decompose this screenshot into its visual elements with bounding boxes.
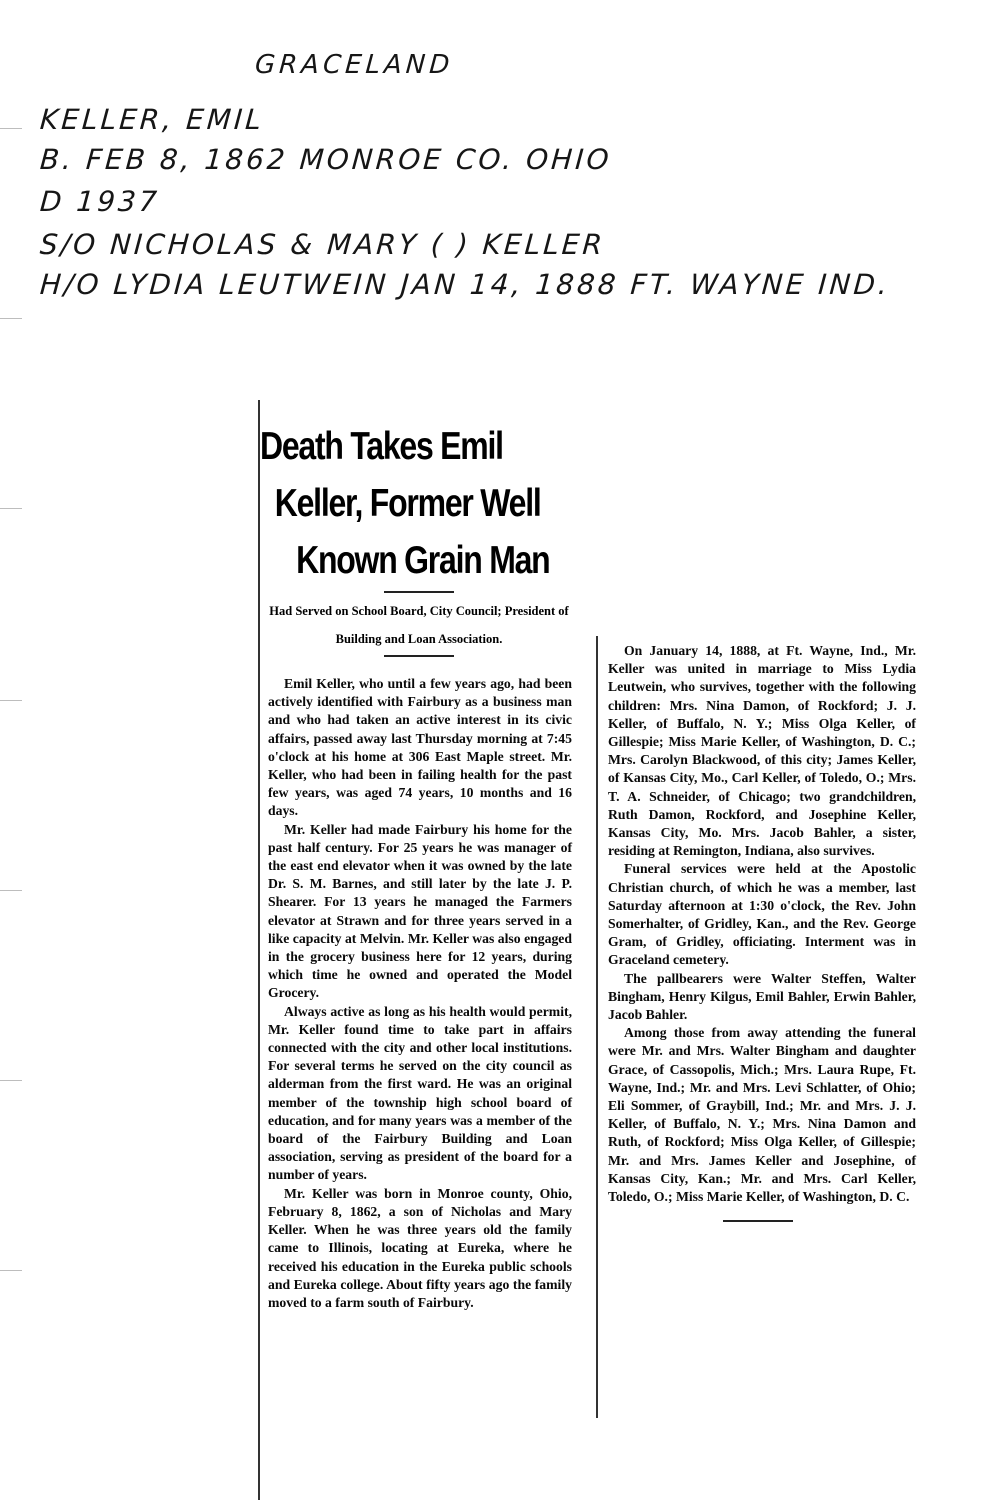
article-body-right (608, 642, 916, 1206)
subhead-divider (384, 655, 454, 657)
handwritten-parents: S/O NICHOLAS & MARY ( ) KELLER (38, 228, 607, 261)
headline-line: Death Takes Emil (260, 425, 503, 468)
fold-mark (0, 700, 22, 701)
headline-divider (384, 591, 454, 593)
article-paragraph: Always active as long as his health would permit, Mr. Keller found time to take part in affairs connected with the city and other local institutions. For several terms he served on the city council as alderman from the first ward. He was an original member of the township high school board of education, and for many years was a member of the board of the Fairbury Building and Loan association, serving as president of the board for a number of years. (268, 1003, 572, 1183)
fold-mark (0, 890, 22, 891)
subhead: Had Served on School Board, City Council; President of Building and Loan Association. (269, 604, 569, 646)
fold-mark (0, 1270, 22, 1271)
article-paragraph: The pallbearers were Walter Steffen, Walter Bingham, Henry Kilgus, Emil Bahler, Erwin Bahler, Jacob Bahler. (608, 970, 916, 1023)
handwritten-cemetery: GRACELAND (253, 50, 455, 80)
article-body-left (268, 675, 572, 1312)
headline-line: Keller, Former Well (274, 482, 541, 525)
headline (260, 418, 572, 589)
article-paragraph: Mr. Keller was born in Monroe county, Ohio, February 8, 1862, a son of Nicholas and Mary Keller. When he was three years old the family came to Illinois, locating at Eureka, where he received his education in the Eureka public schools and Eureka college. About fifty years ago the family moved to a farm south of Fairbury. (268, 1185, 572, 1310)
clipping-right-column (596, 636, 918, 1418)
handwritten-name: KELLER, EMIL (38, 103, 266, 136)
handwritten-death: D 1937 (38, 185, 161, 218)
article-paragraph: Among those from away attending the funeral were Mr. and Mrs. Walter Bingham and daughter Grace, of Cassopolis, Mich.; Mrs. Laura Rupe, Ft. Wayne, Ind.; Mr. and Mrs. Levi Schlatter, of Ohio; Eli Sommer, of Graybill, Ind.; Mr. and Mrs. J. J. Keller, of Buffalo, N. Y.; Mrs. Nina Damon and Ruth, of Rockford; Miss Olga Keller, of Gillespie; Mr. and Mrs. James Keller and Josephine, of Kansas City, Kan.; Mr. and Mrs. Carl Keller, Toledo, O.; Miss Marie Keller, of Washington, D. C. (608, 1025, 916, 1205)
headline-line: Known Grain Man (296, 539, 550, 582)
article-paragraph: On January 14, 1888, at Ft. Wayne, Ind., Mr. Keller was united in marriage to Miss Lydia Leutwein, who survives, together with the following children: Mrs. Nina Damon, of Rockford; J. J. Keller, of Buffalo, N. Y.; Miss Olga Keller, of Gillespie; Miss Marie Keller, of Washington, D. C.; Mrs. Carolyn Blackwood, of this city; James Keller, of Kansas City, Mo., Carl Keller, of Toledo, O.; Mrs. T. A. Schneider, of Chicago; two grandchildren, Ruth Damon, Rockford, and Josephine Keller, Kansas City, Mo. Mrs. Jacob Bahler, a sister, residing at Remington, Indiana, also survives. (608, 643, 916, 859)
handwritten-birth: B. FEB 8, 1862 MONROE CO. OHIO (38, 143, 613, 176)
article-paragraph: Emil Keller, who until a few years ago, had been actively identified with Fairbury as a business man and who had taken an active interest in its civic affairs, passed away last Thursday morning at 7:45 o'clock at his home at 306 East Maple street. Mr. Keller, who had been in failing health for the past few years, was aged 74 years, 10 months and 16 days. (268, 676, 572, 819)
fold-mark (0, 508, 22, 509)
article-paragraph: Mr. Keller had made Fairbury his home for the past half century. For 25 years he was manager of the east end elevator when it was owned by the late Dr. S. M. Barnes, and still later by the late J. P. Shearer. For 13 years he managed the Farmers elevator at Strawn and for three years served in a like capacity at Melvin. Mr. Keller was also engaged in the grocery business here for 12 years, during which time he owned and operated the Model Grocery. (268, 821, 572, 1001)
article-end-rule (723, 1220, 793, 1222)
article-paragraph: Funeral services were held at the Apostolic Christian church, of which he was a member, last Saturday afternoon at 1:30 o'clock, the Rev. John Somerhalter, of Gridley, Kan., and the Rev. George Gram, of Gridley, officiating. Interment was in Graceland cemetery. (608, 861, 916, 968)
clipping-left-column (258, 400, 578, 1500)
fold-mark (0, 1080, 22, 1081)
fold-mark (0, 318, 22, 319)
fold-mark (0, 128, 22, 129)
handwritten-spouse: H/O LYDIA LEUTWEIN JAN 14, 1888 FT. WAYNE IND. (38, 268, 892, 301)
